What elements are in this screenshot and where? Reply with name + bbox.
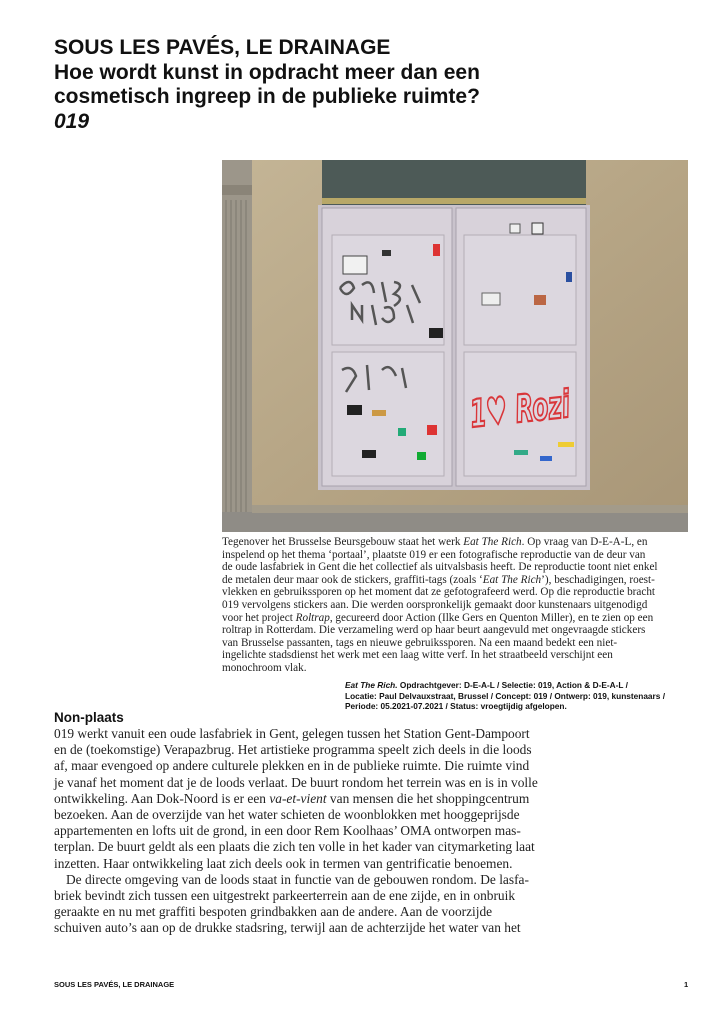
artwork-credit bbox=[345, 680, 695, 712]
text-line bbox=[54, 758, 694, 774]
text-line bbox=[54, 920, 694, 936]
text-line bbox=[222, 574, 692, 587]
text-line bbox=[54, 856, 694, 872]
text-segment: ingelichte stadsdienst het werk met een laag witte verf. In het straatbeeld verschijnt een bbox=[222, 649, 613, 662]
text-segment: ontwikkeling. Aan Dok-Noord is er een bbox=[54, 790, 270, 806]
text-line bbox=[54, 791, 694, 807]
text-line bbox=[222, 599, 692, 612]
text-line bbox=[222, 612, 692, 625]
credit-line: Locatie: Paul Delvauxstraat, Brussel / Concept: 019 / Ontwerp: 019, kunstenaars / bbox=[345, 690, 666, 701]
text-line bbox=[222, 549, 692, 562]
text-line bbox=[54, 839, 694, 855]
text-segment: . Op vraag van D-E-A-L, en bbox=[521, 536, 648, 548]
photo-caption bbox=[222, 536, 692, 675]
body-text bbox=[54, 726, 694, 937]
text-line bbox=[54, 726, 694, 742]
text-segment: appartementen en lofts uit de grond, in een door Rem Koolhaas’ OMA ontworpen mas- bbox=[54, 823, 521, 839]
text-line bbox=[222, 649, 692, 662]
text-segment: 019 vervolgens stickers aan. Die werden oorspronkelijk gemaakt door kunstenaars uitgenodigd bbox=[222, 598, 648, 611]
text-segment: van mensen die het shoppingcentrum bbox=[326, 790, 530, 806]
text-segment: inzetten. Haar ontwikkeling laat zich deels ook in termen van gentrificatie benoemen. bbox=[54, 855, 513, 871]
text-line bbox=[54, 872, 694, 888]
text-segment: roltrap in Rotterdam. Die verzameling werd op haar beurt aangevuld met ongevraagde stickers bbox=[222, 624, 646, 637]
text-segment: en de (toekomstige) Verapazbrug. Het artistieke programma speelt zich deels in die loods bbox=[54, 742, 532, 758]
text-line bbox=[54, 888, 694, 904]
text-segment: de metalen deur maar ook de stickers, graffiti-tags (zoals ‘ bbox=[222, 573, 483, 586]
text-line bbox=[222, 662, 692, 675]
text-segment: af, maar evengoed op andere culturele plekken en in de publieke ruimte. Die ruimte vind bbox=[54, 758, 530, 774]
text-segment: bezoeken. Aan de overzijde van het water schieten de woonblokken met hooggeprijsde bbox=[54, 807, 520, 823]
text-line bbox=[222, 637, 692, 650]
text-segment: ’), beschadigingen, roest- bbox=[541, 573, 655, 586]
italic-title: Roltrap bbox=[295, 611, 330, 624]
credit-line: Periode: 05.2021-07.2021 / Status: vroegtijdig afgelopen. bbox=[345, 701, 567, 711]
text-segment: schuiven auto’s aan op de drukke stadsring, terwijl aan de achterzijde het water van het bbox=[54, 920, 521, 936]
text-segment: briek bevindt zich tussen een uitgestrekt parkeerterrein aan de ene zijde, en in onbruik bbox=[54, 888, 516, 904]
text-segment: , gecureerd door Action (Ilke Gers en Quenton Miller), en te zien op een bbox=[329, 611, 654, 624]
text-segment: terplan. De buurt geldt als een plaats die zich ten volle in het kader van citymarketing laat bbox=[54, 839, 535, 855]
subtitle-line: Hoe wordt kunst in opdracht meer dan een bbox=[54, 60, 480, 84]
photo-door-artwork bbox=[222, 160, 688, 532]
text-segment: De directe omgeving van de loods staat in functie van de gebouwen rondom. De lasfa- bbox=[66, 871, 529, 887]
collective-name: 019 bbox=[54, 109, 90, 133]
page-number: 1 bbox=[684, 980, 689, 989]
text-segment: 019 werkt vanuit een oude lasfabriek in Gent, gelegen tussen het Station Gent-Dampoort bbox=[54, 726, 530, 741]
text-segment: je vanaf het moment dat je de loods verlaat. De buurt rondom het terrein was en is in volle bbox=[54, 774, 538, 790]
text-segment: voor het project bbox=[222, 611, 296, 624]
section-heading: Non-plaats bbox=[54, 710, 124, 725]
text-line bbox=[54, 742, 694, 758]
text-segment: geraakte en nu met graffiti bespoten grindbakken aan de andere. Aan de voorzijde bbox=[54, 904, 493, 920]
running-title: SOUS LES PAVÉS, LE DRAINAGE bbox=[54, 980, 175, 989]
text-segment: de oude lasfabriek in Gent die het collectief als uitvalsbasis heeft. De reproductie toont niet enkel bbox=[222, 561, 658, 574]
text-line bbox=[54, 823, 694, 839]
credit-work-title: Eat The Rich. bbox=[345, 680, 398, 690]
text-segment: van Brusselse passanten, tags en nieuwe gebruikssporen. Na een maand bedekt een niet- bbox=[222, 636, 618, 649]
page-title bbox=[54, 36, 694, 134]
graffiti-rozi-text: 1♥ Rozi bbox=[467, 375, 634, 437]
text-line bbox=[222, 624, 692, 637]
italic-title: Eat The Rich bbox=[463, 536, 522, 548]
text-segment: inspelend op het thema ‘portaal’, plaatste 019 er een fotografische reproductie van de deur van bbox=[222, 548, 646, 561]
text-line bbox=[54, 775, 694, 791]
text-line bbox=[54, 807, 694, 823]
credit-line: Opdrachtgever: D-E-A-L / Selectie: 019, Action & D-E-A-L / bbox=[397, 680, 628, 690]
text-line bbox=[222, 561, 692, 574]
text-line bbox=[222, 586, 692, 599]
title-line: SOUS LES PAVÉS, LE DRAINAGE bbox=[54, 36, 391, 59]
text-line bbox=[54, 904, 694, 920]
text-line bbox=[222, 536, 692, 549]
text-segment: Tegenover het Brusselse Beursgebouw staat het werk bbox=[222, 536, 464, 548]
subtitle-line: cosmetisch ingreep in de publieke ruimte? bbox=[54, 85, 480, 108]
italic-title: va-et-vient bbox=[269, 790, 327, 806]
text-segment: vlekken en gebruikssporen op het moment dat ze gefotografeerd werd. Op die reproductie bracht bbox=[222, 586, 656, 599]
italic-title: Eat The Rich bbox=[482, 573, 542, 586]
text-segment: monochroom vlak. bbox=[222, 661, 307, 674]
